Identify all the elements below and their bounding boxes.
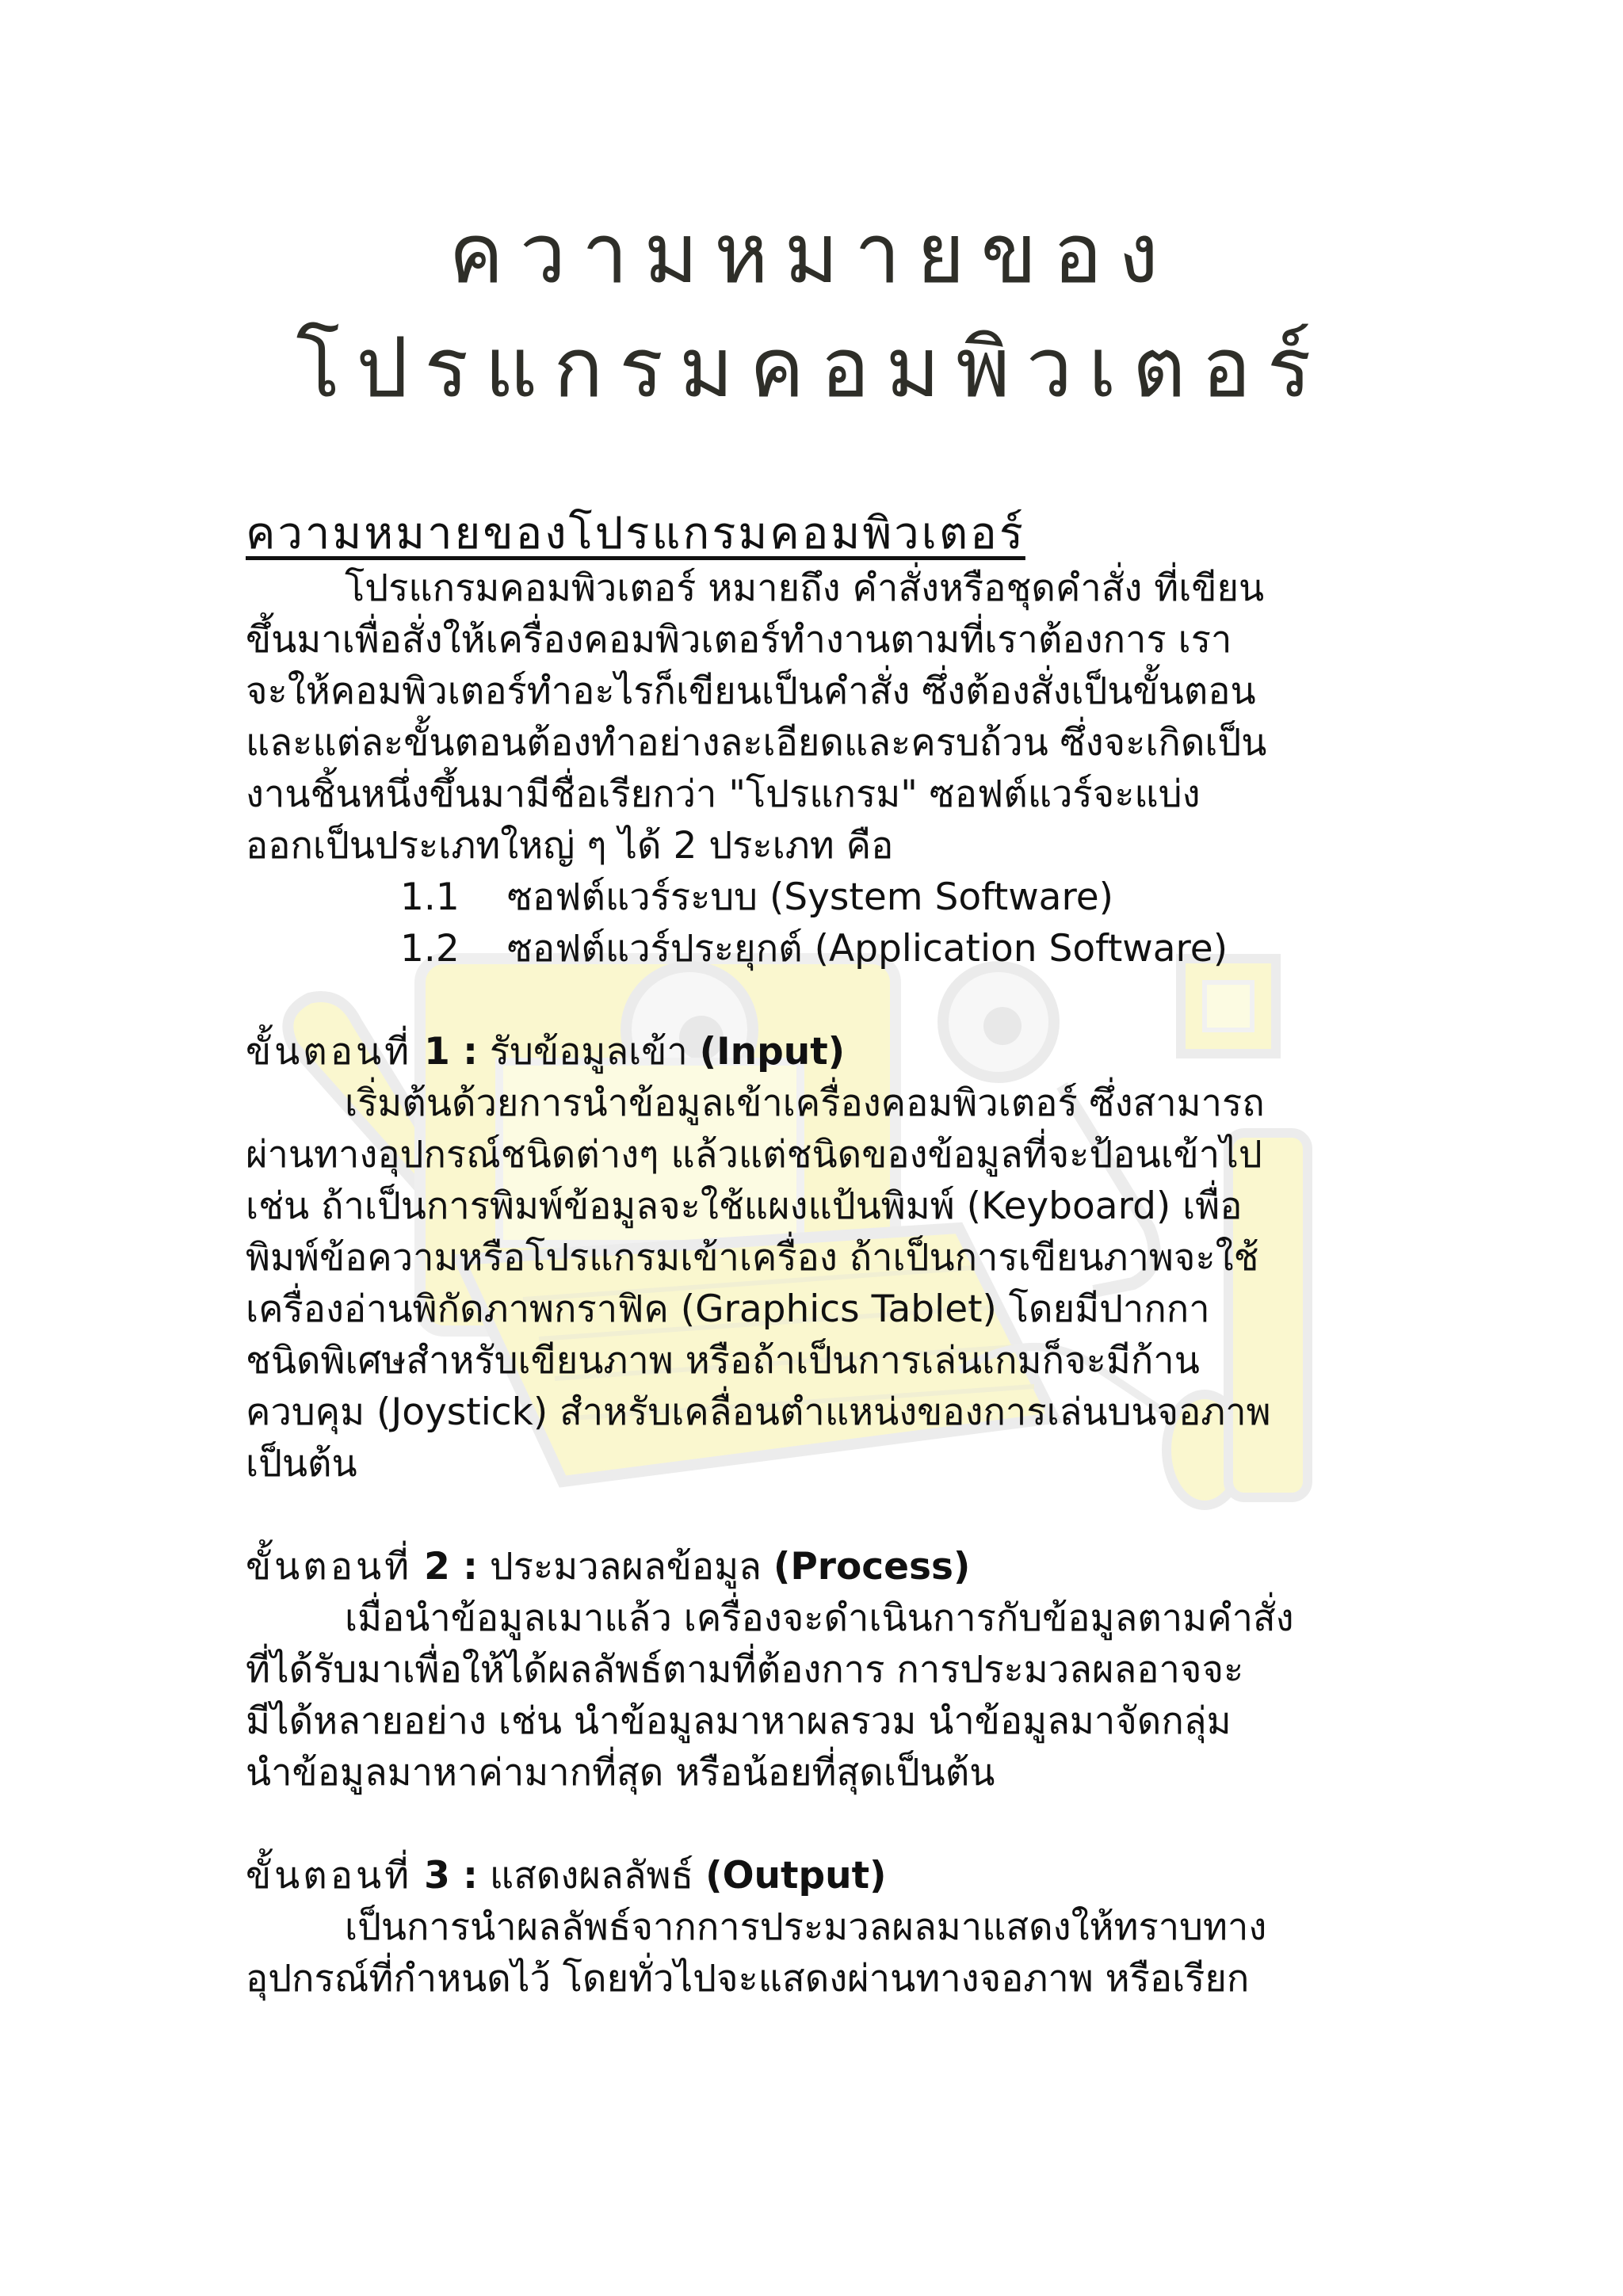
step-english-name: (Input) (699, 1030, 846, 1074)
step-number: 3 : (424, 1854, 478, 1897)
step-1-heading (246, 1026, 1395, 1077)
paragraph-line: นำข้อมูลมาหาค่ามากที่สุด หรือน้อยที่สุดเป็นต้น (246, 1751, 995, 1794)
step-english-name: (Output) (705, 1854, 887, 1897)
paragraph-line: ควบคุม (Joystick) สำหรับเคลื่อนตำแหน่งของการเล่นบนจอภาพ (246, 1390, 1271, 1434)
list-item-number: 1.1 (400, 875, 460, 919)
paragraph-line: ชนิดพิเศษสำหรับเขียนภาพ หรือถ้าเป็นการเล่นเกมก็จะมีก้าน (246, 1339, 1200, 1383)
step-2-paragraph (246, 1592, 1395, 1798)
page-title-line-1: ความหมายของ (449, 205, 1174, 302)
paragraph-line: ที่ได้รับมาเพื่อให้ได้ผลลัพธ์ตามที่ต้องการ การประมวลผลอาจจะ (246, 1648, 1244, 1691)
paragraph-line: ออกเป็นประเภทใหญ่ ๆ ได้ 2 ประเภท คือ (246, 824, 894, 868)
list-item-text: ซอฟต์แวร์ประยุกต์ (Application Software) (507, 927, 1228, 971)
paragraph-line: พิมพ์ข้อความหรือโปรแกรมเข้าเครื่อง ถ้าเป็นการเขียนภาพจะใช้ (246, 1236, 1259, 1280)
list-item (246, 871, 1395, 923)
step-number: 2 : (424, 1545, 478, 1589)
paragraph-line: เป็นการนำผลลัพธ์จากการประมวลผลมาแสดงให้ทราบทาง (345, 1905, 1267, 1949)
step-english-name: (Process) (773, 1545, 971, 1589)
document-body (246, 505, 1395, 2004)
step-number: 1 : (424, 1030, 478, 1074)
paragraph-line: เมื่อนำข้อมูลเมาแล้ว เครื่องจะดำเนินการกับข้อมูลตามคำสั่ง (345, 1596, 1294, 1640)
paragraph-line: โปรแกรมคอมพิวเตอร์ หมายถึง คำสั่งหรือชุดคำสั่ง ที่เขียน (345, 566, 1265, 610)
software-type-list (246, 871, 1395, 974)
paragraph-line: งานชิ้นหนึ่งขึ้นมามีชื่อเรียกว่า "โปรแกรม" ซอฟต์แวร์จะแบ่ง (246, 772, 1201, 816)
step-name: แสดงผลลัพธ์ (489, 1854, 694, 1897)
paragraph-line: เป็นต้น (246, 1442, 357, 1486)
list-item (246, 923, 1395, 974)
paragraph-line: เช่น ถ้าเป็นการพิมพ์ข้อมูลจะใช้แผงแป้นพิมพ์ (Keyboard) เพื่อ (246, 1184, 1243, 1228)
paragraph-line: ผ่านทางอุปกรณ์ชนิดต่างๆ แล้วแต่ชนิดของข้อมูลที่จะป้อนเข้าไป (246, 1133, 1262, 1177)
paragraph-line: เริ่มต้นด้วยการนำข้อมูลเข้าเครื่องคอมพิวเตอร์ ซึ่งสามารถ (345, 1081, 1265, 1125)
list-item-text: ซอฟต์แวร์ระบบ (System Software) (507, 875, 1114, 919)
step-label: ขั้นตอนที่ (246, 1545, 413, 1589)
paragraph-line: และแต่ละขั้นตอนต้องทำอย่างละเอียดและครบถ้วน ซึ่งจะเกิดเป็น (246, 721, 1267, 765)
paragraph-line: อุปกรณ์ที่กำหนดไว้ โดยทั่วไปจะแสดงผ่านทางจอภาพ หรือเรียก (246, 1957, 1250, 2000)
paragraph-line: ขึ้นมาเพื่อสั่งให้เครื่องคอมพิวเตอร์ทำงานตามที่เราต้องการ เรา (246, 618, 1232, 662)
step-name: ประมวลผลข้อมูล (489, 1545, 762, 1589)
step-1-paragraph (246, 1077, 1395, 1489)
step-name: รับข้อมูลเข้า (489, 1030, 688, 1074)
paragraph-line: จะให้คอมพิวเตอร์ทำอะไรก็เขียนเป็นคำสั่ง ซึ่งต้องสั่งเป็นขั้นตอน (246, 669, 1256, 713)
section-heading: ความหมายของโปรแกรมคอมพิวเตอร์ (246, 508, 1025, 559)
step-label: ขั้นตอนที่ (246, 1030, 413, 1074)
step-3-paragraph (246, 1901, 1395, 2004)
page-title-line-2: โปรแกรมคอมพิวเตอร์ (296, 319, 1327, 416)
step-label: ขั้นตอนที่ (246, 1854, 413, 1897)
list-item-number: 1.2 (400, 927, 460, 971)
step-2-heading (246, 1541, 1395, 1592)
intro-paragraph (246, 563, 1395, 871)
step-3-heading (246, 1850, 1395, 1901)
paragraph-line: เครื่องอ่านพิกัดภาพกราฟิค (Graphics Tablet) โดยมีปากกา (246, 1287, 1210, 1331)
paragraph-line: มีได้หลายอย่าง เช่น นำข้อมูลมาหาผลรวม นำข้อมูลมาจัดกลุ่ม (246, 1699, 1232, 1743)
